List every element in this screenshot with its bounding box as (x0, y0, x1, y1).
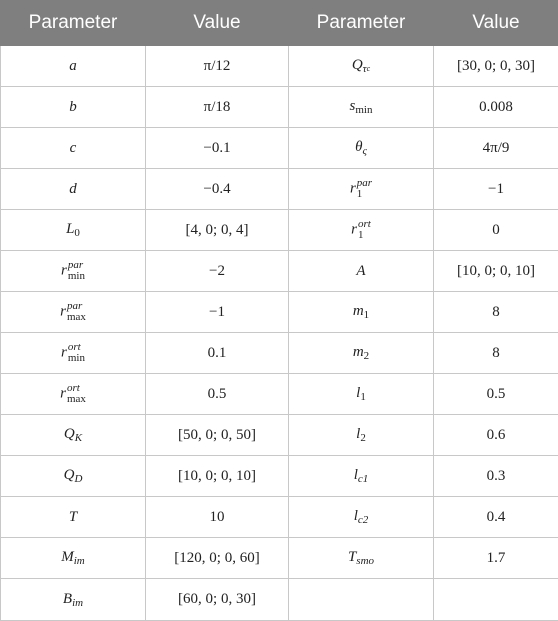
parameter-subscript: 1 (358, 230, 371, 241)
parameter-sub-subscript: c (367, 64, 371, 73)
parameter-indices (357, 178, 372, 200)
parameter-cell-right (289, 169, 434, 210)
parameter-subscript: 0 (74, 227, 80, 239)
parameter-subscript: 1 (364, 309, 370, 321)
parameter-superscript: ort (67, 383, 86, 394)
value-cell-right: 0 (434, 210, 558, 251)
parameter-subscript: 2 (360, 432, 366, 444)
parameter-superscript: par (68, 260, 85, 271)
parameter-cell-right (289, 333, 434, 374)
value-cell-right: −1 (434, 169, 558, 210)
value-cell-left: 0.1 (146, 333, 289, 374)
parameter-subscript: max (67, 312, 86, 323)
parameter-indices (68, 342, 85, 364)
parameter-symbol: m (353, 344, 364, 360)
parameter-cell-right (289, 456, 434, 497)
value-cell-right: 8 (434, 292, 558, 333)
parameter-subscript: max (67, 394, 86, 405)
value-cell-right: [10, 0; 0, 10] (434, 251, 558, 292)
header-parameter-1: Parameter (1, 1, 146, 46)
table-row (1, 538, 558, 579)
parameter-indices (67, 383, 86, 405)
value-cell-right: 0.3 (434, 456, 558, 497)
table-row (1, 292, 558, 333)
parameter-superscript: ort (358, 219, 371, 230)
value-cell-left: π/12 (146, 46, 289, 87)
parameter-cell-left (1, 456, 146, 497)
parameter-symbol: l (356, 426, 360, 442)
value-cell-right: 0.4 (434, 497, 558, 538)
value-cell-right: 0.5 (434, 374, 558, 415)
parameter-cell-left (1, 169, 146, 210)
parameter-subscript: 1 (357, 189, 372, 200)
parameter-cell-left (1, 87, 146, 128)
table-row (1, 210, 558, 251)
parameter-superscript: par (67, 301, 86, 312)
table-row (1, 333, 558, 374)
parameter-indices (358, 219, 371, 241)
parameter-cell-right (289, 292, 434, 333)
parameter-cell-right (289, 251, 434, 292)
parameter-subscript: min (68, 271, 85, 282)
parameter-symbol: r (350, 180, 356, 196)
header-value-2: Value (434, 1, 558, 46)
parameter-subscript: K (75, 432, 82, 444)
table-row (1, 87, 558, 128)
value-cell-right: 0.6 (434, 415, 558, 456)
table-body (1, 46, 558, 621)
parameter-symbol: B (63, 591, 72, 607)
parameter-cell-left (1, 210, 146, 251)
parameter-subscript: min (355, 104, 372, 116)
parameter-subscript: im (72, 597, 83, 609)
parameter-subscript: im (74, 555, 85, 567)
parameter-subscript: 1 (360, 391, 366, 403)
parameter-subscript: 2 (364, 350, 370, 362)
parameter-cell-left (1, 46, 146, 87)
parameter-cell-right (289, 497, 434, 538)
parameter-cell-right (289, 87, 434, 128)
parameter-symbol: T (348, 549, 356, 565)
parameter-symbol: M (61, 549, 74, 565)
parameter-symbol: s (350, 98, 356, 114)
table-row (1, 415, 558, 456)
parameter-symbol: r (60, 303, 66, 319)
table-row (1, 374, 558, 415)
parameter-subscript: D (74, 473, 82, 485)
parameter-cell-right (289, 415, 434, 456)
parameter-cell-left (1, 251, 146, 292)
parameter-subscript: c1 (358, 473, 368, 485)
parameter-symbol: θ (355, 139, 362, 155)
table-row (1, 169, 558, 210)
parameter-symbol: r (60, 385, 66, 401)
table-row (1, 251, 558, 292)
parameter-symbol: b (69, 99, 77, 115)
parameter-cell-left (1, 497, 146, 538)
parameter-subscript: ς (362, 145, 366, 157)
value-cell-right: 8 (434, 333, 558, 374)
parameter-symbol: l (356, 385, 360, 401)
table-row (1, 456, 558, 497)
table-row (1, 497, 558, 538)
value-cell-left: 10 (146, 497, 289, 538)
parameter-symbol: A (356, 263, 365, 279)
parameter-cell-left (1, 538, 146, 579)
value-cell-right: 0.008 (434, 87, 558, 128)
parameter-subscript: smo (356, 555, 374, 567)
parameter-indices (68, 260, 85, 282)
value-cell-left: [50, 0; 0, 50] (146, 415, 289, 456)
value-cell-right: 4π/9 (434, 128, 558, 169)
parameter-symbol: m (353, 303, 364, 319)
parameter-symbol: a (69, 58, 77, 74)
value-cell-left: −0.4 (146, 169, 289, 210)
table-row (1, 46, 558, 87)
value-cell-left: −2 (146, 251, 289, 292)
parameter-superscript: ort (68, 342, 85, 353)
parameter-symbol: l (354, 467, 358, 483)
table-row (1, 128, 558, 169)
table-row (1, 579, 558, 621)
parameter-cell-left (1, 374, 146, 415)
parameter-symbol: T (69, 509, 77, 525)
parameter-symbol: Q (64, 467, 75, 483)
parameter-symbol: r (61, 344, 67, 360)
parameter-cell-left (1, 128, 146, 169)
value-cell-left: π/18 (146, 87, 289, 128)
parameter-cell-right (289, 374, 434, 415)
header-value-1: Value (146, 1, 289, 46)
parameter-superscript: par (357, 178, 372, 189)
value-cell-left: −1 (146, 292, 289, 333)
parameter-symbol: r (351, 221, 357, 237)
parameter-subscript: min (68, 353, 85, 364)
value-cell-left: [4, 0; 0, 4] (146, 210, 289, 251)
parameter-cell-left (1, 579, 146, 621)
parameter-subscript: τ (363, 63, 367, 75)
value-cell-left: [60, 0; 0, 30] (146, 579, 289, 621)
header-parameter-2: Parameter (289, 1, 434, 46)
parameter-symbol: d (69, 181, 77, 197)
parameter-symbol: c (70, 140, 77, 156)
value-cell-right (434, 579, 558, 621)
value-cell-left: −0.1 (146, 128, 289, 169)
parameter-symbol: L (66, 221, 74, 237)
table-header (1, 1, 558, 46)
parameter-cell-right (289, 579, 434, 621)
parameter-cell-left (1, 415, 146, 456)
header-row (1, 1, 558, 46)
parameter-cell-left (1, 333, 146, 374)
parameter-cell-right (289, 538, 434, 579)
value-cell-left: [10, 0; 0, 10] (146, 456, 289, 497)
value-cell-left: [120, 0; 0, 60] (146, 538, 289, 579)
parameter-symbol: r (61, 262, 67, 278)
value-cell-left: 0.5 (146, 374, 289, 415)
parameter-symbol: Q (352, 57, 363, 73)
parameter-cell-right (289, 210, 434, 251)
parameter-cell-right (289, 128, 434, 169)
parameter-symbol: l (354, 508, 358, 524)
parameter-indices (67, 301, 86, 323)
value-cell-right: 1.7 (434, 538, 558, 579)
parameter-symbol: Q (64, 426, 75, 442)
parameter-cell-left (1, 292, 146, 333)
parameter-subscript: c2 (358, 514, 368, 526)
parameter-cell-right (289, 46, 434, 87)
value-cell-right: [30, 0; 0, 30] (434, 46, 558, 87)
